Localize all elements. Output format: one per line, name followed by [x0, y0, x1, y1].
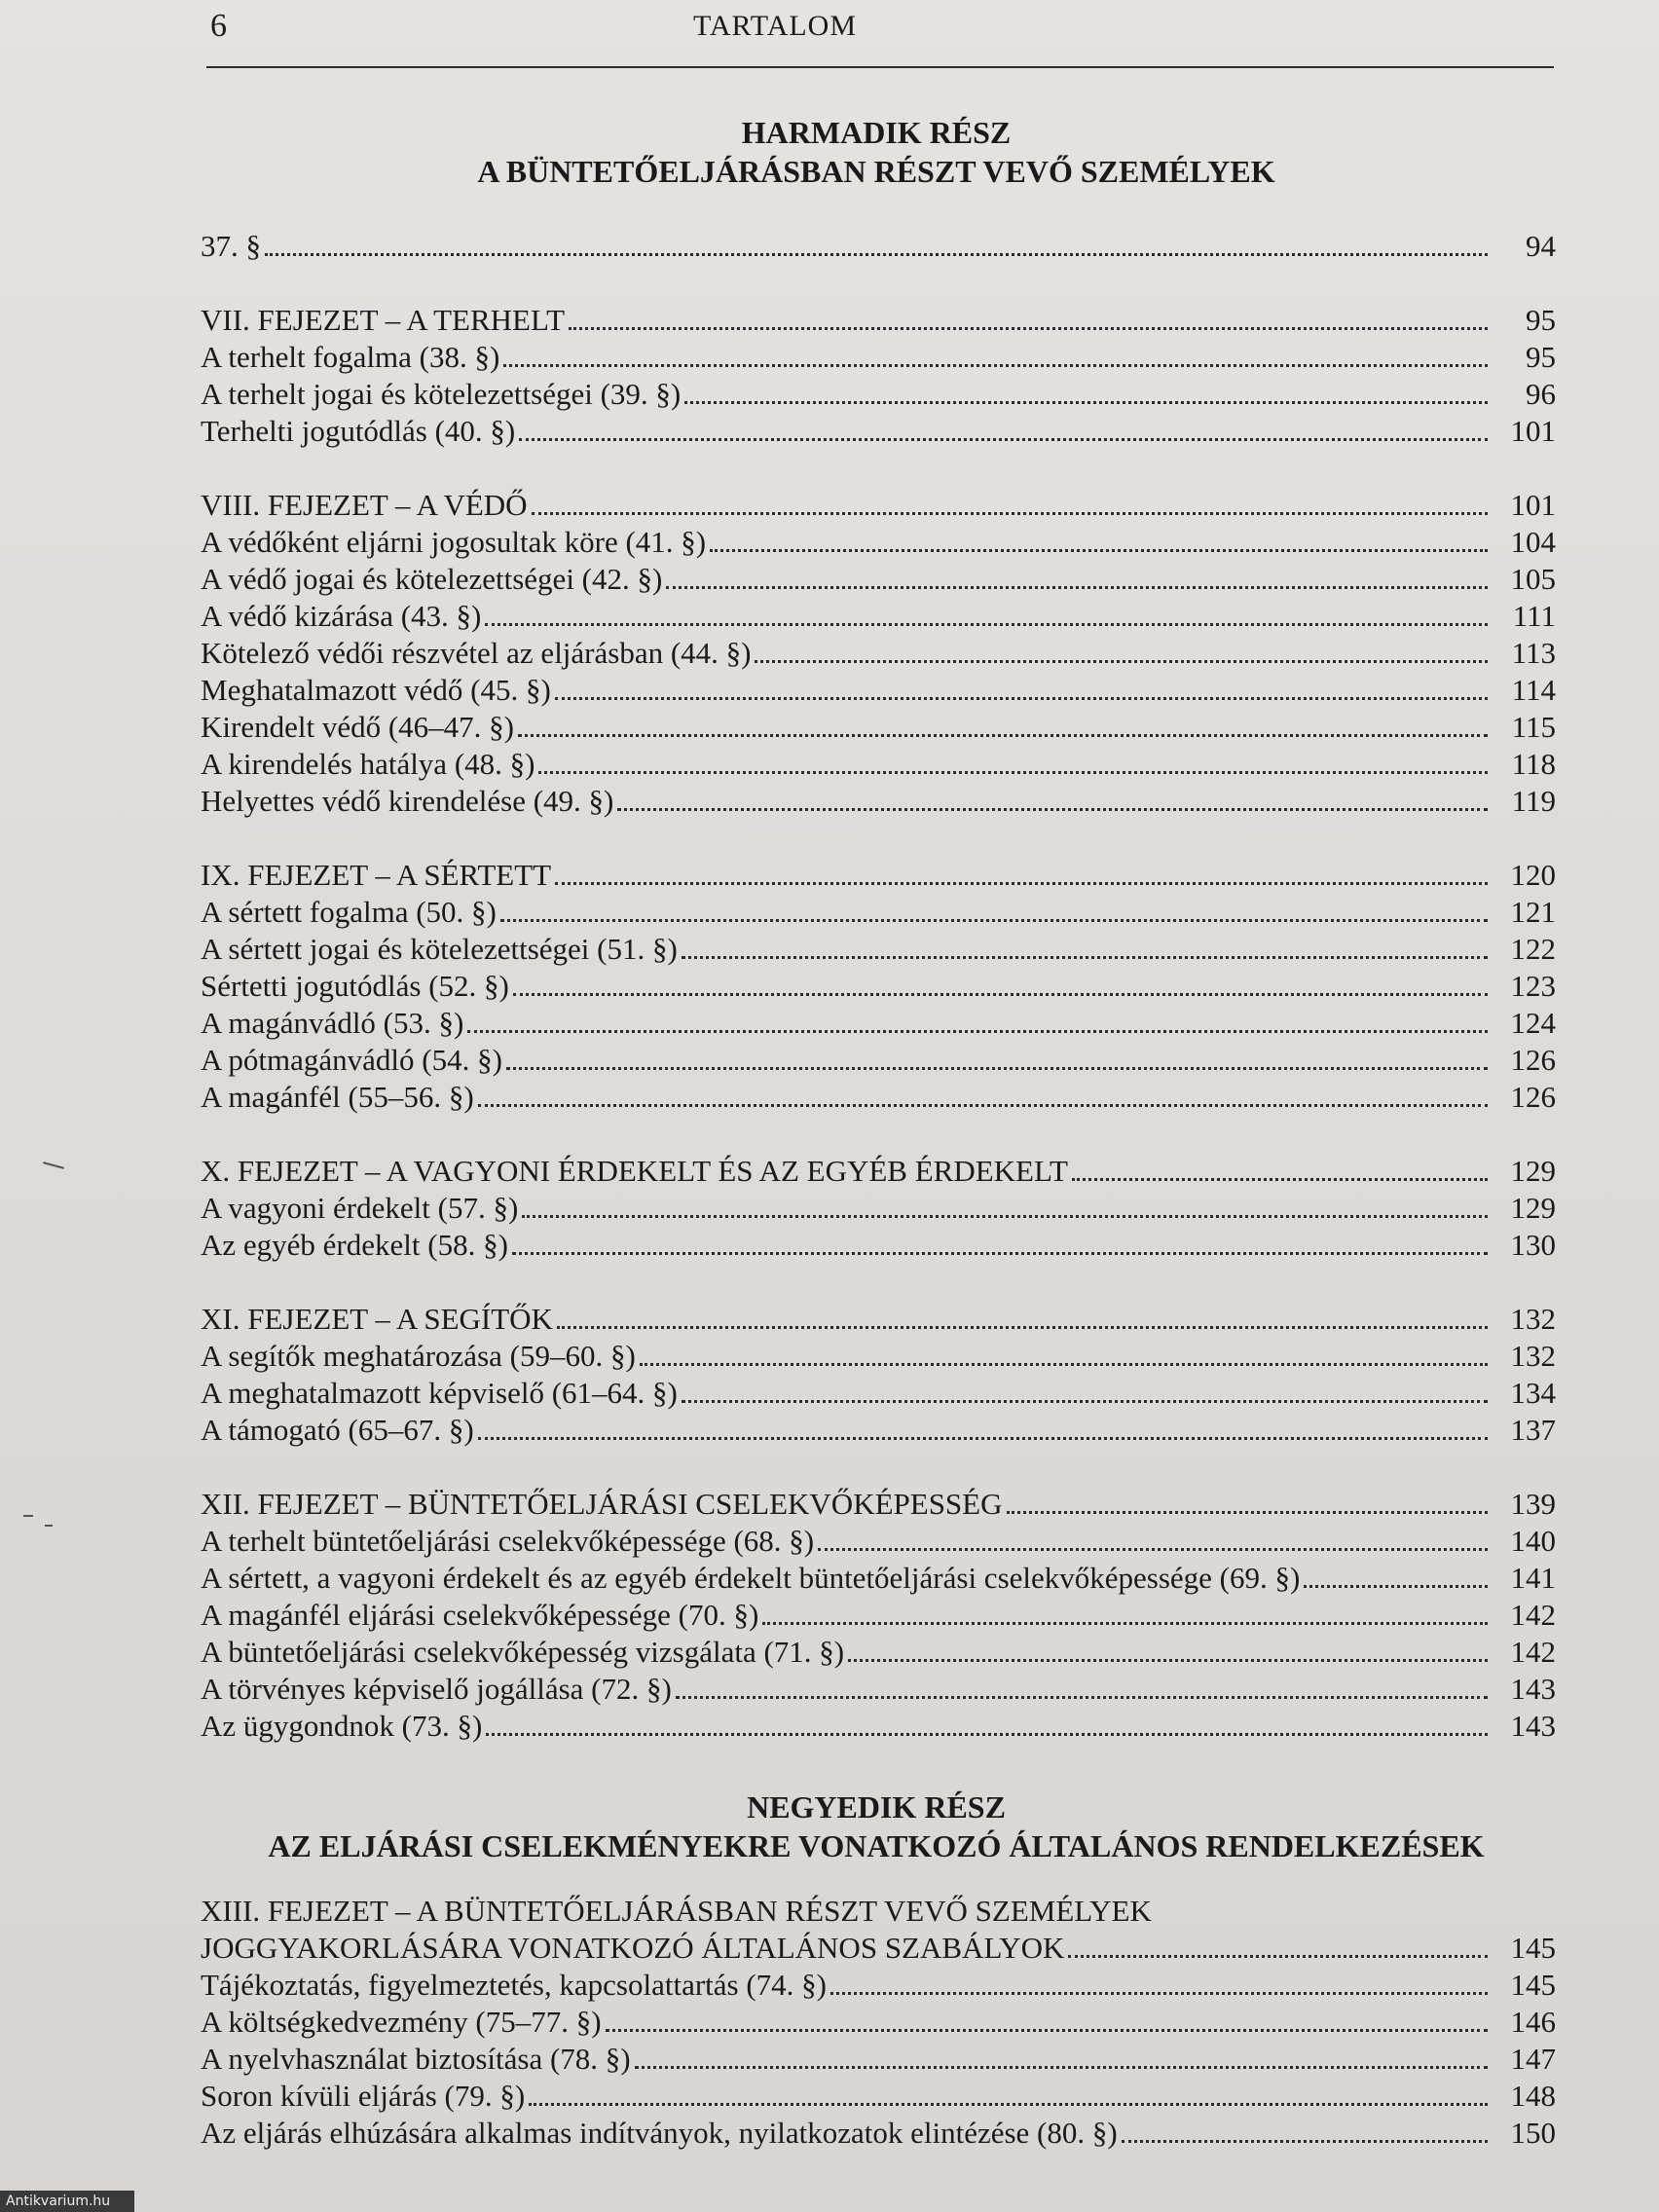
toc-entry [201, 376, 1556, 413]
toc-entry-page: 139 [1510, 1487, 1556, 1521]
toc-entry-page: 95 [1526, 303, 1556, 337]
toc-entry [201, 931, 1556, 968]
toc-entry-title: A magánfél (55–56. §) [201, 1080, 474, 1114]
toc-entry [201, 1190, 1556, 1227]
toc-entry-title: VIII. FEJEZET – A VÉDŐ [201, 488, 528, 522]
toc-entry-page: 124 [1510, 1006, 1556, 1040]
toc-entry [201, 413, 1556, 450]
toc-entry-title: Az egyéb érdekelt (58. §) [201, 1228, 508, 1262]
dot-leader [522, 1215, 1488, 1218]
toc-entry-page: 129 [1510, 1191, 1556, 1225]
toc-entry-page: 104 [1510, 525, 1556, 559]
toc-entry [201, 339, 1556, 376]
toc-entry [201, 1967, 1556, 2004]
toc-entry-page: 146 [1510, 2005, 1556, 2039]
toc-entry [201, 968, 1556, 1005]
toc-entry [201, 1301, 1556, 1338]
toc-entry-title: JOGGYAKORLÁSÁRA VONATKOZÓ ÁLTALÁNOS SZABÁLYOK [201, 1931, 1065, 1965]
toc-entry [201, 302, 1556, 339]
toc-entry-title: Az ügygondnok (73. §) [201, 1709, 483, 1743]
dot-leader [506, 1067, 1488, 1070]
toc-entry-page: 123 [1510, 969, 1556, 1003]
toc-entry-page: 143 [1510, 1672, 1556, 1706]
toc-entry [201, 1338, 1556, 1375]
dot-leader [617, 808, 1488, 811]
toc-entry [201, 635, 1556, 672]
toc-entry-title: A magánfél eljárási cselekvőképessége (70. §) [201, 1598, 759, 1632]
toc-entry-page: 120 [1510, 858, 1556, 892]
toc-entry-title: Kirendelt védő (46–47. §) [201, 710, 514, 744]
toc-entry [201, 894, 1556, 931]
toc-entry [201, 1893, 1556, 1930]
header-rule [206, 66, 1554, 68]
dot-leader [478, 1104, 1488, 1107]
toc-entry [201, 1560, 1556, 1597]
dot-leader [557, 1326, 1488, 1329]
dot-leader [755, 660, 1488, 663]
toc-entry-title: A meghatalmazott képviselő (61–64. §) [201, 1376, 678, 1410]
dot-leader [486, 1733, 1488, 1736]
toc-entry [201, 672, 1556, 709]
toc-entry-page: 114 [1511, 673, 1556, 707]
dot-leader [640, 1363, 1488, 1366]
dot-leader [830, 1992, 1488, 1995]
dot-leader [1122, 2140, 1488, 2143]
toc-entry-title: A kirendelés hatálya (48. §) [201, 747, 535, 781]
toc-entry-title: A pótmagánvádló (54. §) [201, 1043, 502, 1077]
toc-entry [201, 228, 1556, 265]
toc-entry-page: 126 [1510, 1080, 1556, 1114]
page-number: 6 [210, 8, 227, 44]
toc-entry-title: Kötelező védői részvétel az eljárásban (44. §) [201, 636, 752, 670]
dot-leader [478, 1437, 1488, 1440]
toc-entry-page: 126 [1510, 1043, 1556, 1077]
toc-entry [201, 857, 1556, 894]
toc-entry-title: X. FEJEZET – A VAGYONI ÉRDEKELT ÉS AZ EGYÉB ÉRDEKELT [201, 1154, 1068, 1188]
dot-leader [500, 919, 1488, 922]
toc-entry-page: 122 [1510, 932, 1556, 966]
toc-entry-page: 105 [1510, 562, 1556, 596]
dot-leader [1072, 1178, 1488, 1181]
toc-entry-page: 145 [1510, 1968, 1556, 2002]
dot-leader [513, 993, 1488, 996]
toc-entry-page: 147 [1510, 2042, 1556, 2076]
dot-leader [512, 1252, 1488, 1255]
toc-entry-title: Az eljárás elhúzására alkalmas indítványok, nyilatkozatok elintézése (80. §) [201, 2116, 1118, 2150]
toc-entry-page: 142 [1510, 1598, 1556, 1632]
toc-entry-title: A segítők meghatározása (59–60. §) [201, 1339, 636, 1373]
toc-entry [201, 709, 1556, 746]
toc-entry-title: A vagyoni érdekelt (57. §) [201, 1191, 519, 1225]
dot-leader [518, 734, 1488, 737]
toc-entry-title: IX. FEJEZET – A SÉRTETT [201, 858, 552, 892]
part-heading-4-line2: AZ ELJÁRÁSI CSELEKMÉNYEKRE VONATKOZÓ ÁLTALÁNOS RENDELKEZÉSEK [268, 1828, 1485, 1863]
toc-entry-page: 137 [1510, 1413, 1556, 1447]
toc-entry-title: A sértett fogalma (50. §) [201, 895, 497, 929]
toc-entry-title: A védő kizárása (43. §) [201, 599, 482, 633]
toc-entry-title: Terhelti jogutódlás (40. §) [201, 414, 516, 448]
toc-entry-page: 101 [1510, 488, 1556, 522]
dot-leader [710, 549, 1488, 552]
dot-leader [682, 1400, 1488, 1403]
dot-leader [467, 1030, 1488, 1033]
dot-leader [519, 438, 1488, 441]
toc-entry-title: A védőként eljárni jogosultak köre (41. §) [201, 525, 707, 559]
toc-entry-title: XIII. FEJEZET – A BÜNTETŐELJÁRÁSBAN RÉSZT VEVŐ SZEMÉLYEK [201, 1894, 1152, 1928]
dot-leader [762, 1622, 1488, 1625]
margin-mark [45, 1525, 53, 1527]
running-header: TARTALOM [692, 10, 858, 42]
toc-entry-title: A terhelt jogai és kötelezettségei (39. §) [201, 377, 682, 411]
dot-leader [684, 401, 1488, 404]
toc-entry [201, 524, 1556, 561]
dot-leader [503, 364, 1488, 367]
dot-leader [818, 1548, 1488, 1551]
dot-leader [538, 771, 1488, 774]
toc-entry-page: 96 [1526, 377, 1556, 411]
toc-entry-title: A költségkedvezmény (75–77. §) [201, 2005, 602, 2039]
dot-leader [676, 1696, 1488, 1699]
toc-entry [201, 1227, 1556, 1264]
dot-leader [1068, 1955, 1488, 1958]
toc-entry-title: A támogató (65–67. §) [201, 1413, 474, 1447]
toc-entry-page: 113 [1511, 636, 1556, 670]
toc-entry-page: 141 [1510, 1561, 1556, 1595]
toc-entry [201, 1079, 1556, 1116]
dot-leader [555, 697, 1488, 700]
toc-entry-title: A nyelvhasználat biztosítása (78. §) [201, 2042, 631, 2076]
part-heading-3 [195, 113, 1558, 191]
toc-entry [201, 1005, 1556, 1042]
toc-entry [201, 1523, 1556, 1560]
toc-entry-page: 101 [1510, 414, 1556, 448]
dot-leader [532, 512, 1488, 515]
toc-entry-page: 94 [1526, 229, 1556, 263]
toc-entry-title: A büntetőeljárási cselekvőképesség vizsgálata (71. §) [201, 1635, 845, 1669]
toc-entry [201, 487, 1556, 524]
dot-leader [1304, 1585, 1488, 1588]
toc-entry [201, 746, 1556, 783]
toc-entry-title: A védő jogai és kötelezettségei (42. §) [201, 562, 663, 596]
toc-entry-title: VII. FEJEZET – A TERHELT [201, 303, 566, 337]
toc-entry-title: Tájékoztatás, figyelmeztetés, kapcsolattartás (74. §) [201, 1968, 827, 2002]
dot-leader [682, 956, 1488, 959]
toc-entry-title: Meghatalmazott védő (45. §) [201, 673, 551, 707]
dot-leader [529, 2103, 1488, 2106]
toc-entry [201, 1486, 1556, 1523]
toc-entry [201, 783, 1556, 820]
toc-entry [201, 2078, 1556, 2115]
toc-entry-page: 115 [1511, 710, 1556, 744]
toc-entry-page: 143 [1510, 1709, 1556, 1743]
toc-entry-page: 118 [1511, 747, 1556, 781]
dot-leader [666, 586, 1488, 589]
part-heading-3-line2: A BÜNTETŐELJÁRÁSBAN RÉSZT VEVŐ SZEMÉLYEK [477, 154, 1275, 189]
toc-entry [201, 1597, 1556, 1634]
watermark: Antikvarium.hu [0, 2191, 134, 2212]
toc-entry-title: A törvényes képviselő jogállása (72. §) [201, 1672, 672, 1706]
dot-leader [265, 253, 1488, 256]
toc-entry-title: A terhelt büntetőeljárási cselekvőképessége (68. §) [201, 1524, 815, 1558]
toc-entry [201, 2041, 1556, 2078]
toc-entry-page: 95 [1526, 340, 1556, 374]
dot-leader [569, 327, 1488, 330]
part-heading-4 [195, 1788, 1558, 1865]
toc-entry-title: XI. FEJEZET – A SEGÍTŐK [201, 1302, 553, 1336]
dot-leader [606, 2029, 1488, 2032]
toc-entry [201, 2004, 1556, 2041]
toc-entry-page: 119 [1511, 784, 1556, 818]
dot-leader [555, 882, 1488, 885]
dot-leader [1007, 1511, 1489, 1514]
toc-entry-page: 111 [1512, 599, 1556, 633]
toc-entry [201, 1375, 1556, 1412]
dot-leader [635, 2066, 1488, 2069]
margin-mark [43, 1161, 64, 1169]
toc-entry-page: 130 [1510, 1228, 1556, 1262]
toc-entry-page: 150 [1510, 2116, 1556, 2150]
toc-entry-title: XII. FEJEZET – BÜNTETŐELJÁRÁSI CSELEKVŐKÉPESSÉG [201, 1487, 1003, 1521]
toc-entry [201, 1412, 1556, 1449]
toc-entry [201, 1671, 1556, 1708]
toc-entry-page: 140 [1510, 1524, 1556, 1558]
toc-entry [201, 561, 1556, 598]
toc-entry-title: A magánvádló (53. §) [201, 1006, 464, 1040]
toc-entry-title: Helyettes védő kirendelése (49. §) [201, 784, 614, 818]
toc-entry-title: A terhelt fogalma (38. §) [201, 340, 500, 374]
part-heading-3-line1: HARMADIK RÉSZ [741, 115, 1012, 150]
margin-mark [23, 1515, 33, 1517]
toc-entry-page: 121 [1510, 895, 1556, 929]
toc-entry-title: 37. § [201, 229, 261, 263]
toc-entry-title: Sértetti jogutódlás (52. §) [201, 969, 509, 1003]
toc-entry [201, 1708, 1556, 1745]
toc-entry [201, 2115, 1556, 2152]
toc-entry-page: 148 [1510, 2079, 1556, 2113]
dot-leader [485, 623, 1488, 626]
toc-entry-title: Soron kívüli eljárás (79. §) [201, 2079, 526, 2113]
toc-entry [201, 598, 1556, 635]
toc-entry-page: 132 [1510, 1339, 1556, 1373]
toc-entry [201, 1634, 1556, 1671]
toc-entry-page: 129 [1510, 1154, 1556, 1188]
toc-entry-title: A sértett jogai és kötelezettségei (51. §) [201, 932, 678, 966]
toc-entry-page: 145 [1510, 1931, 1556, 1965]
toc-entry [201, 1930, 1556, 1967]
part-heading-4-line1: NEGYEDIK RÉSZ [747, 1789, 1006, 1825]
toc-entry [201, 1042, 1556, 1079]
toc-entry-page: 132 [1510, 1302, 1556, 1336]
toc-entry-page: 142 [1510, 1635, 1556, 1669]
toc-entry-page: 134 [1510, 1376, 1556, 1410]
toc-entry [201, 1153, 1556, 1190]
toc-entry-title: A sértett, a vagyoni érdekelt és az egyéb érdekelt büntetőeljárási cselekvőképessége (69. §) [201, 1561, 1301, 1595]
dot-leader [848, 1659, 1488, 1662]
